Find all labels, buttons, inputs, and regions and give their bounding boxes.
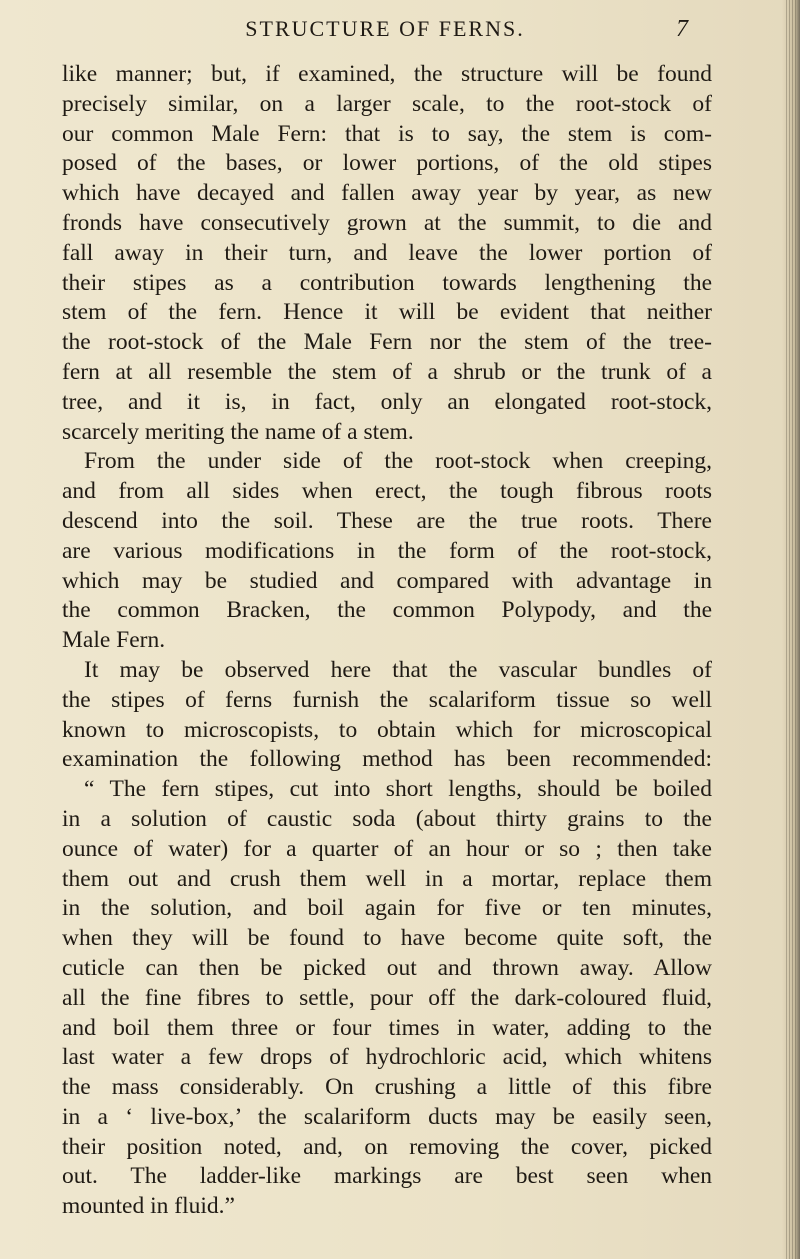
text-line: last water a few drops of hydrochloric acid, which whitens <box>62 1044 712 1071</box>
page-header <box>0 14 800 44</box>
text-line: fern at all resemble the stem of a shrub or the trunk of a <box>62 358 712 385</box>
text-line: fronds have consecutively grown at the summit, to die and <box>62 209 712 236</box>
text-line: ounce of water) for a quarter of an hour or so ; then take <box>62 835 712 862</box>
body-text <box>62 60 712 1222</box>
text-line: Male Fern. <box>62 627 166 654</box>
text-line: fall away in their turn, and leave the lower portion of <box>62 239 712 266</box>
text-line: “ The fern stipes, cut into short lengths, should be boiled <box>84 776 712 803</box>
text-line: stem of the fern. Hence it will be evident that neither <box>62 299 712 326</box>
text-line: which have decayed and fallen away year by year, as new <box>62 180 712 207</box>
text-line: precisely similar, on a larger scale, to the root-stock of <box>62 90 712 117</box>
text-line: out. The ladder-like markings are best seen when <box>62 1163 712 1190</box>
text-line: scarcely meriting the name of a stem. <box>62 418 414 445</box>
text-line: the root-stock of the Male Fern nor the stem of the tree- <box>62 329 712 356</box>
page-number: 7 <box>676 16 688 42</box>
text-line: our common Male Fern: that is to say, the stem is com- <box>62 120 712 147</box>
text-line: in the solution, and boil again for five or ten minutes, <box>62 895 712 922</box>
text-line: the common Bracken, the common Polypody, and the <box>62 597 712 624</box>
text-line: them out and crush them well in a mortar, replace them <box>62 865 712 892</box>
text-line: descend into the soil. These are the true roots. There <box>62 507 712 534</box>
text-line: cuticle can then be picked out and thrown away. Allow <box>62 954 712 981</box>
text-line: known to microscopists, to obtain which for microscopical <box>62 716 712 743</box>
text-line: in a solution of caustic soda (about thirty grains to the <box>62 805 712 832</box>
text-line: and from all sides when erect, the tough fibrous roots <box>62 478 712 505</box>
running-head: STRUCTURE OF FERNS. <box>245 16 525 41</box>
text-line: which may be studied and compared with advantage in <box>62 567 712 594</box>
text-line: mounted in fluid.” <box>62 1193 235 1220</box>
text-line: the mass considerably. On crushing a little of this fibre <box>62 1074 712 1101</box>
text-line: and boil them three or four times in water, adding to the <box>62 1014 712 1041</box>
text-line: It may be observed here that the vascular bundles of <box>84 656 712 683</box>
text-line: in a ‘ live-box,’ the scalariform ducts may be easily seen, <box>62 1103 712 1130</box>
text-line: their position noted, and, on removing the cover, picked <box>62 1133 712 1160</box>
text-line: their stipes as a contribution towards lengthening the <box>62 269 712 296</box>
text-line: like manner; but, if examined, the structure will be found <box>62 61 712 87</box>
text-line: when they will be found to have become quite soft, the <box>62 925 712 952</box>
text-line: tree, and it is, in fact, only an elongated root-stock, <box>62 388 712 415</box>
text-line: the stipes of ferns furnish the scalariform tissue so well <box>62 686 712 713</box>
text-line: posed of the bases, or lower portions, of the old stipes <box>62 150 712 177</box>
page-edge-stack <box>786 0 798 1259</box>
text-line: From the under side of the root-stock when creeping, <box>84 448 712 475</box>
text-line: examination the following method has been recommended: <box>62 746 712 773</box>
text-line: all the fine fibres to settle, pour off the dark-coloured fluid, <box>62 984 712 1011</box>
text-line: are various modifications in the form of the root-stock, <box>62 537 712 564</box>
